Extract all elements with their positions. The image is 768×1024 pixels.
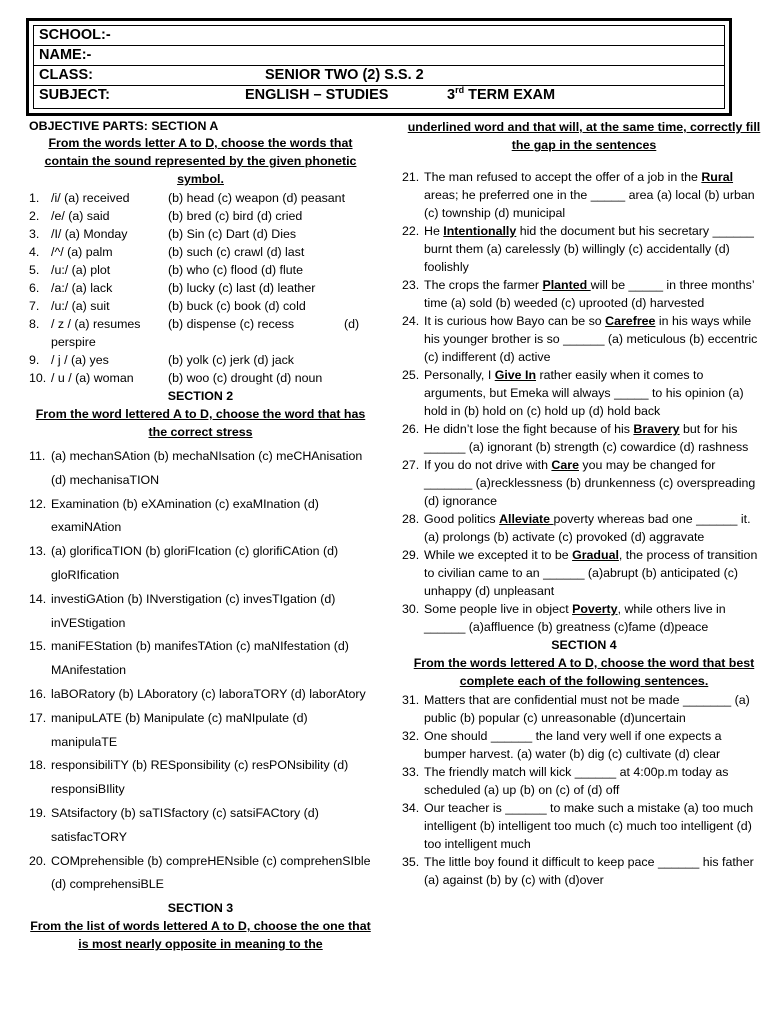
section-4-questions (402, 691, 766, 889)
question-text: Matters that are confidential must not be made _______ (a) public (b) popular (c) unreasonable (d)uncertain (424, 693, 750, 725)
question-text: investiGAtion (b) INverstigation (c) invesTIgation (d) inVEStigation (51, 591, 336, 630)
list-item (402, 799, 766, 853)
subject-row (34, 86, 724, 105)
question-options: (b) such (c) crawl (d) last (168, 245, 305, 259)
subject-value: ENGLISH – STUDIES (245, 87, 389, 103)
list-item (29, 243, 372, 261)
question-sound-option-a: / u / (a) woman (51, 371, 134, 385)
underlined-word: Rural (701, 170, 734, 184)
question-sound-option-a: /i/ (a) received (51, 191, 130, 205)
school-row (34, 26, 724, 46)
question-options: (b) head (c) weapon (d) peasant (168, 191, 346, 205)
question-text-before: He (424, 224, 444, 238)
section-1-instructions: From the words letter A to D, choose the words that contain the sound represented by the given phonetic symbol. (44, 136, 357, 186)
list-item (402, 276, 766, 312)
question-number: 2. (29, 209, 40, 223)
question-options: (b) dispense (c) recess (168, 317, 295, 331)
question-sound-option-a: / j / (a) yes (51, 353, 109, 367)
list-item (29, 189, 372, 207)
list-item (402, 312, 766, 366)
question-options: (b) buck (c) book (d) cold (168, 299, 306, 313)
question-number: 27. (402, 458, 420, 472)
list-item (29, 445, 372, 493)
question-text: The friendly match will kick ______ at 4:00p.m today as scheduled (a) up (b) on (c) of (d) off (424, 765, 729, 797)
list-item (29, 297, 372, 315)
question-text-after: but for his ______ (a) ignorant (b) strength (c) cowardice (d) rashness (424, 422, 749, 454)
section-3-title: SECTION 3 (167, 901, 234, 916)
list-item (29, 540, 372, 588)
question-options: (b) lucky (c) last (d) leather (168, 281, 316, 295)
question-text-after: , the process of transition to civilian came to an ______ (a)abrupt (b) anticipated (c) unhappy (d) unpleasant (424, 548, 758, 598)
question-text-before: Some people live in object (424, 602, 573, 616)
question-text-after: , while others live in ______ (a)affluence (b) greatness (c)fame (d)peace (424, 602, 726, 634)
question-sound-option-a: /u:/ (a) suit (51, 299, 110, 313)
question-sound-option-a: /I/ (a) Monday (51, 227, 128, 241)
question-number: 11. (29, 449, 46, 463)
question-number: 13. (29, 544, 47, 559)
class-value: SENIOR TWO (2) S.S. 2 (265, 67, 424, 83)
list-item (402, 366, 766, 420)
question-options: (b) who (c) flood (d) flute (168, 263, 303, 277)
underlined-word: Intentionally (443, 224, 517, 238)
class-label: CLASS: (39, 67, 93, 83)
question-number: 32. (402, 729, 420, 743)
question-text: Our teacher is ______ to make such a mistake (a) too much intelligent (b) intelligent too much (c) much too intelligent (d) too intelligent much (424, 801, 754, 851)
term-suffix: rd (455, 85, 465, 96)
list-item (402, 510, 766, 546)
list-item (402, 168, 766, 222)
question-number: 23. (402, 278, 420, 292)
question-number: 31. (402, 693, 420, 707)
question-text-after: poverty whereas bad one ______ it. (a) prolongs (b) activate (c) provoked (d) aggravate (424, 512, 751, 544)
question-number: 20. (29, 853, 47, 868)
list-item (29, 207, 372, 225)
list-item (29, 351, 372, 369)
list-item (402, 691, 766, 727)
question-sound-option-a: / z / (a) resumes (51, 317, 141, 331)
question-text: responsibiliTY (b) RESponsibility (c) resPONsibility (d) responsiBIlity (51, 758, 349, 797)
question-number: 34. (402, 801, 420, 815)
question-number: 17. (29, 710, 47, 725)
question-text-before: The man refused to accept the offer of a job in the (424, 170, 702, 184)
school-label: SCHOOL:- (39, 27, 111, 43)
list-item (29, 635, 372, 683)
section-3-instructions-part2: underlined word and that will, at the same time, correctly fill the gap in the sentences (407, 120, 761, 152)
term-number: 3 (447, 87, 456, 103)
question-text-before: Good politics (424, 512, 500, 526)
list-item (29, 802, 372, 850)
question-number: 4. (29, 245, 40, 259)
underlined-word: Poverty (572, 602, 618, 616)
question-text: laBORatory (b) LAboratory (c) laboraTORY (d) laborAtory (51, 686, 366, 701)
question-text-after: in his ways while his younger brother is so ______ (a) meticulous (b) eccentric (c) indifferent (d) active (424, 314, 758, 364)
list-item (29, 683, 372, 707)
section-1-questions (29, 189, 372, 387)
question-number: 28. (402, 512, 420, 526)
list-item (29, 707, 372, 755)
question-number: 8. (29, 317, 40, 331)
question-text: COMprehensible (b) compreHENsible (c) comprehenSIble (d) comprehensiBLE (51, 853, 371, 892)
list-item (402, 456, 766, 510)
name-row (34, 46, 724, 66)
question-text: (a) glorificaTION (b) gloriFIcation (c) glorifiCAtion (d) gloRIfication (51, 544, 339, 582)
question-number: 22. (402, 224, 420, 238)
section-2-questions (29, 445, 372, 897)
underlined-word: Alleviate (499, 512, 554, 526)
list-item (402, 546, 766, 600)
section-4-title: SECTION 4 (551, 638, 617, 652)
section-1-title: OBJECTIVE PARTS: SECTION A (29, 119, 219, 133)
question-number: 10. (29, 371, 47, 385)
list-item (402, 853, 766, 889)
question-number: 12. (29, 496, 47, 511)
question-number: 21. (402, 170, 420, 184)
term-text: TERM EXAM (464, 87, 556, 103)
list-item (29, 754, 372, 802)
question-number: 30. (402, 602, 420, 616)
question-number: 19. (29, 805, 47, 820)
question-number: 16. (29, 686, 47, 701)
list-item (402, 600, 766, 636)
question-number: 33. (402, 765, 420, 779)
question-number: 26. (402, 422, 420, 436)
question-text-after: you may be changed for _______ (a)recklessness (b) drunkenness (c) overspreading (d) ignorance (424, 458, 756, 508)
list-item (29, 369, 372, 387)
list-item (29, 850, 372, 898)
question-text-after: hid the document but his secretary ______ burnt them (a) carelessly (b) willingly (c) accidentally (d) foolishly (424, 224, 754, 274)
question-number: 9. (29, 353, 40, 367)
question-text-before: It is curious how Bayo can be so (424, 314, 606, 328)
question-number: 18. (29, 758, 47, 773)
question-number: 15. (29, 639, 47, 654)
question-text: Examination (b) eXAmination (c) exaMInation (d) examiNAtion (51, 496, 319, 535)
question-number: 24. (402, 314, 420, 328)
question-text-before: If you do not drive with (424, 458, 552, 472)
section-3-instructions-part1: From the list of words lettered A to D, choose the one that is most nearly opposite in meaning to the (30, 919, 371, 952)
name-label: NAME:- (39, 47, 92, 63)
list-item (29, 261, 372, 279)
question-number: 5. (29, 263, 40, 277)
exam-header (26, 18, 732, 116)
question-text: manipuLATE (b) Manipulate (c) maNIpulate (d) manipulaTE (51, 710, 308, 749)
question-sound-option-a: /u:/ (a) plot (51, 263, 111, 277)
right-column (402, 118, 766, 889)
term-label (447, 86, 555, 105)
question-text-after: areas; he preferred one in the _____ area (a) local (b) urban (c) township (d) municipal (424, 188, 755, 220)
question-text-before: While we excepted it to be (424, 548, 573, 562)
question-text-before: The crops the farmer (424, 278, 543, 292)
subject-label: SUBJECT: (39, 87, 110, 103)
question-text-after: will be _____ in three months’ time (a) sold (b) weeded (c) uprooted (d) harvested (424, 278, 755, 310)
list-item (402, 763, 766, 799)
question-text: (a) mechanSAtion (b) mechaNIsation (c) meCHAnisation (d) mechanisaTION (51, 449, 363, 487)
question-number: 14. (29, 591, 47, 606)
list-item (402, 222, 766, 276)
question-number: 1. (29, 191, 40, 205)
question-continuation: perspire (51, 335, 96, 349)
underlined-word: Carefree (605, 314, 656, 328)
question-text-after: rather easily when it comes to arguments, but Emeka will always _____ to his opinion (a) hold in (b) hold on (c) hold up (d) hold back (424, 368, 744, 418)
question-text: One should ______ the land very well if one expects a bumper harvest. (a) water (b) dig (c) cultivate (d) clear (424, 729, 722, 761)
underlined-word: Give In (494, 368, 537, 382)
question-option-d: (d) (344, 317, 360, 331)
question-options: (b) yolk (c) jerk (d) jack (168, 353, 294, 367)
header-table (33, 25, 725, 109)
left-column (29, 118, 372, 953)
underlined-word: Bravery (633, 422, 680, 436)
question-sound-option-a: /a:/ (a) lack (51, 281, 113, 295)
question-options: (b) woo (c) drought (d) noun (168, 371, 323, 385)
list-item (29, 588, 372, 636)
section-2-title: SECTION 2 (167, 389, 234, 403)
question-options: (b) Sin (c) Dart (d) Dies (168, 227, 297, 241)
underlined-word: Planted (542, 278, 591, 292)
question-sound-option-a: /^/ (a) palm (51, 245, 113, 259)
question-number: 6. (29, 281, 40, 295)
question-text: SAtsifactory (b) saTISfactory (c) satsiFACtory (d) satisfacTORY (51, 805, 319, 844)
section-3-questions (402, 168, 766, 636)
section-4-instructions: From the words lettered A to D, choose the word that best complete each of the following sentences. (413, 656, 755, 688)
underlined-word: Gradual (572, 548, 619, 562)
question-sound-option-a: /e/ (a) said (51, 209, 110, 223)
question-number: 3. (29, 227, 40, 241)
question-number: 35. (402, 855, 420, 869)
list-item (402, 727, 766, 763)
list-item (29, 225, 372, 243)
list-item (29, 493, 372, 541)
question-number: 29. (402, 548, 420, 562)
question-text: maniFEStation (b) manifesTAtion (c) maNIfestation (d) MAnifestation (51, 639, 349, 678)
question-text-before: Personally, I (424, 368, 495, 382)
list-item (29, 315, 372, 333)
question-text-before: He didn’t lose the fight because of his (424, 422, 634, 436)
underlined-word: Care (551, 458, 579, 472)
section-2-instructions: From the word lettered A to D, choose the word that has the correct stress (35, 407, 366, 439)
question-options: (b) bred (c) bird (d) cried (168, 209, 303, 223)
question-number: 25. (402, 368, 420, 382)
question-text: The little boy found it difficult to keep pace ______ his father (a) against (b) by (c) with (d)over (424, 855, 754, 887)
question-number: 7. (29, 299, 40, 313)
class-row (34, 66, 724, 86)
list-item (29, 279, 372, 297)
list-item (402, 420, 766, 456)
